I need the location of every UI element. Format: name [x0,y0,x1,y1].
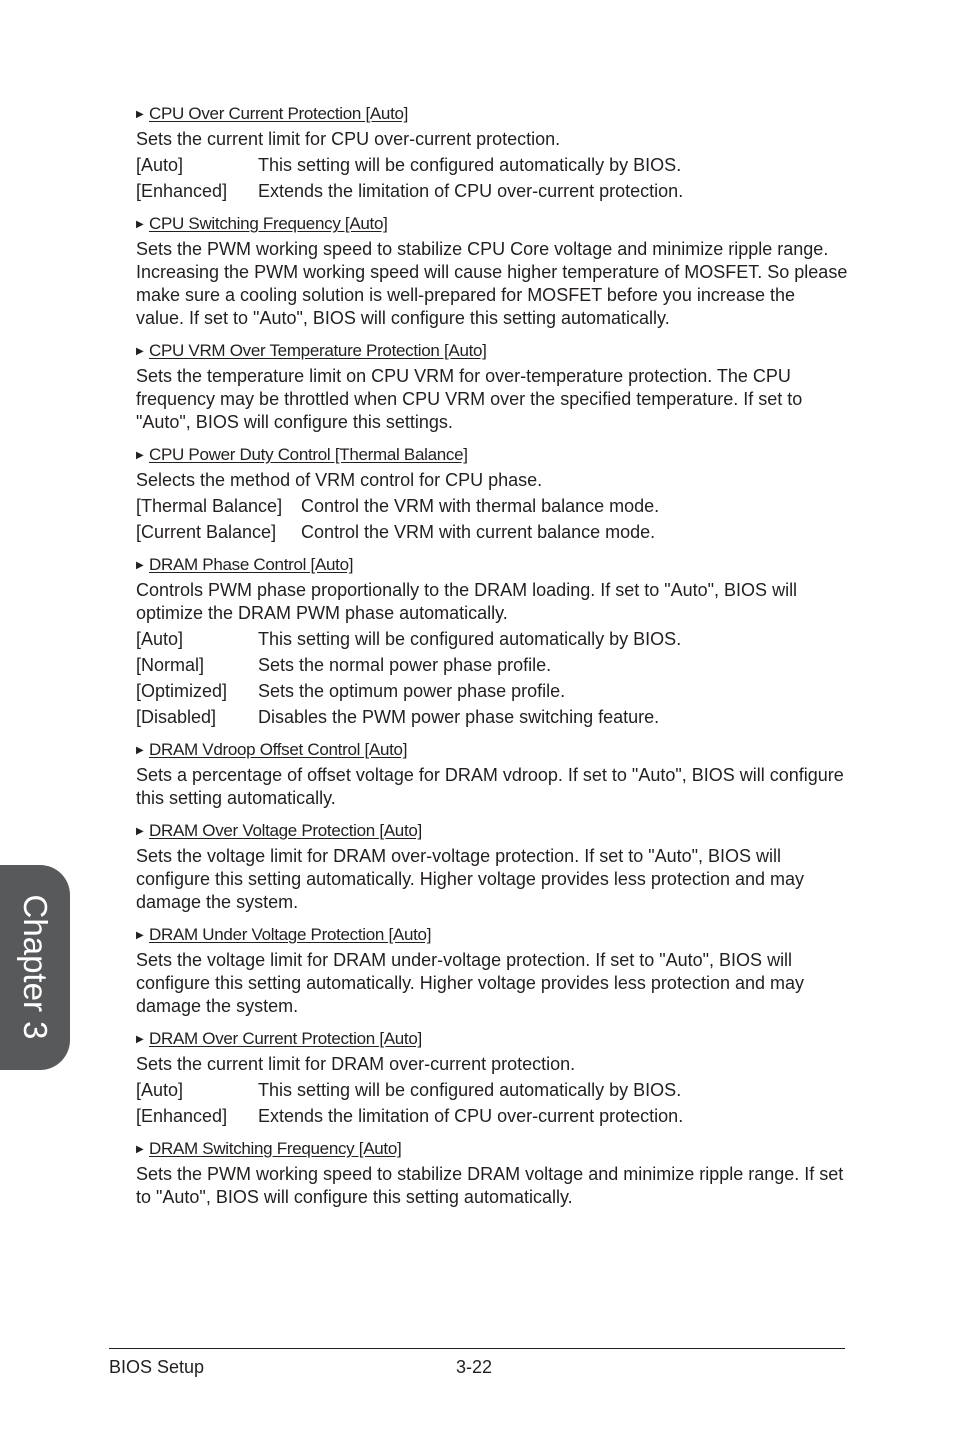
option-value: [Auto] [136,155,184,175]
setting-description: Sets the voltage limit for DRAM under-voltage protection. If set to "Auto", BIOS will configure this setting automatically. Higher voltage provides less protection and may damage the system. [136,950,805,1016]
option-row [136,495,848,518]
setting-heading [136,103,848,126]
triangle-bullet-icon: ▶ [136,745,144,756]
option-value: [Disabled] [136,707,217,727]
option-description: Extends the limitation of CPU over-current protection. [258,1106,684,1126]
triangle-bullet-icon: ▶ [136,1144,144,1155]
setting-heading-text: DRAM Under Voltage Protection [Auto] [149,925,432,944]
option-description: Extends the limitation of CPU over-current protection. [258,181,684,201]
option-row [136,1105,848,1128]
setting-heading-text: DRAM Over Voltage Protection [Auto] [149,821,422,840]
option-value: [Optimized] [136,681,228,701]
triangle-bullet-icon: ▶ [136,346,144,357]
setting-heading [136,444,848,467]
footer-divider [109,1348,845,1349]
setting-heading [136,213,848,236]
chapter-tab [0,865,70,1070]
option-value: [Current Balance] [136,522,277,542]
triangle-bullet-icon: ▶ [136,560,144,571]
option-value: [Enhanced] [136,1106,228,1126]
setting-description: Sets the PWM working speed to stabilize CPU Core voltage and minimize ripple range. Increasing the PWM working speed will cause higher temperature of MOSFET. So please make sure a cooling solution is well-prepared for MOSFET before you increase the value. If set to "Auto", BIOS will configure this setting automatically. [136,239,848,328]
footer-section-title: BIOS Setup [109,1357,205,1377]
option-row [136,521,848,544]
option-description: This setting will be configured automatically by BIOS. [258,155,682,175]
option-description: This setting will be configured automatically by BIOS. [258,1080,682,1100]
setting-description: Sets the current limit for DRAM over-current protection. [136,1054,576,1074]
option-value: [Thermal Balance] [136,496,283,516]
setting-heading [136,554,848,577]
option-description: Control the VRM with thermal balance mode. [301,496,660,516]
setting-heading-text: CPU VRM Over Temperature Protection [Auto] [149,341,487,360]
setting-heading-text: CPU Switching Frequency [Auto] [149,214,388,233]
triangle-bullet-icon: ▶ [136,930,144,941]
option-row [136,628,848,651]
triangle-bullet-icon: ▶ [136,219,144,230]
setting-description: Controls PWM phase proportionally to the DRAM loading. If set to "Auto", BIOS will optimize the DRAM PWM phase automatically. [136,580,798,623]
option-value: [Normal] [136,655,205,675]
option-value: [Auto] [136,1080,184,1100]
chapter-tab-label: Chapter 3 [17,894,54,1040]
option-description: Sets the normal power phase profile. [258,655,552,675]
setting-description: Sets the temperature limit on CPU VRM for over-temperature protection. The CPU frequency may be throttled when CPU VRM over the specified temperature. If set to "Auto", BIOS will configure this settings. [136,366,803,432]
option-description: Disables the PWM power phase switching feature. [258,707,660,727]
option-row [136,706,848,729]
setting-description: Sets a percentage of offset voltage for DRAM vdroop. If set to "Auto", BIOS will configure this setting automatically. [136,765,844,808]
triangle-bullet-icon: ▶ [136,826,144,837]
option-description: This setting will be configured automatically by BIOS. [258,629,682,649]
setting-section [136,340,848,434]
setting-section [136,820,848,914]
setting-heading-text: CPU Power Duty Control [Thermal Balance] [149,445,468,464]
setting-section [136,1028,848,1128]
setting-section [136,739,848,810]
option-row [136,154,848,177]
setting-heading [136,1138,848,1161]
triangle-bullet-icon: ▶ [136,450,144,461]
setting-heading [136,820,848,843]
setting-section [136,103,848,203]
setting-section [136,444,848,544]
setting-heading-text: DRAM Phase Control [Auto] [149,555,354,574]
setting-heading [136,739,848,762]
setting-heading [136,1028,848,1051]
option-row [136,180,848,203]
setting-section [136,1138,848,1209]
setting-description: Selects the method of VRM control for CPU phase. [136,470,543,490]
setting-section [136,554,848,729]
option-row [136,654,848,677]
setting-description: Sets the voltage limit for DRAM over-voltage protection. If set to "Auto", BIOS will configure this setting automatically. Higher voltage provides less protection and may damage the system. [136,846,805,912]
setting-heading-text: DRAM Switching Frequency [Auto] [149,1139,402,1158]
setting-heading-text: DRAM Over Current Protection [Auto] [149,1029,422,1048]
option-row [136,1079,848,1102]
setting-heading-text: CPU Over Current Protection [Auto] [149,104,409,123]
setting-description: Sets the PWM working speed to stabilize DRAM voltage and minimize ripple range. If set to "Auto", BIOS will configure this setting automatically. [136,1164,844,1207]
triangle-bullet-icon: ▶ [136,109,144,120]
option-value: [Auto] [136,629,184,649]
setting-heading-text: DRAM Vdroop Offset Control [Auto] [149,740,408,759]
setting-description: Sets the current limit for CPU over-current protection. [136,129,561,149]
option-description: Control the VRM with current balance mode. [301,522,656,542]
option-row [136,680,848,703]
setting-section [136,924,848,1018]
setting-heading [136,340,848,363]
footer-page-number: 3-22 [456,1357,493,1377]
option-value: [Enhanced] [136,181,228,201]
triangle-bullet-icon: ▶ [136,1034,144,1045]
bios-settings-content [136,103,848,1212]
setting-heading [136,924,848,947]
option-description: Sets the optimum power phase profile. [258,681,566,701]
setting-section [136,213,848,330]
